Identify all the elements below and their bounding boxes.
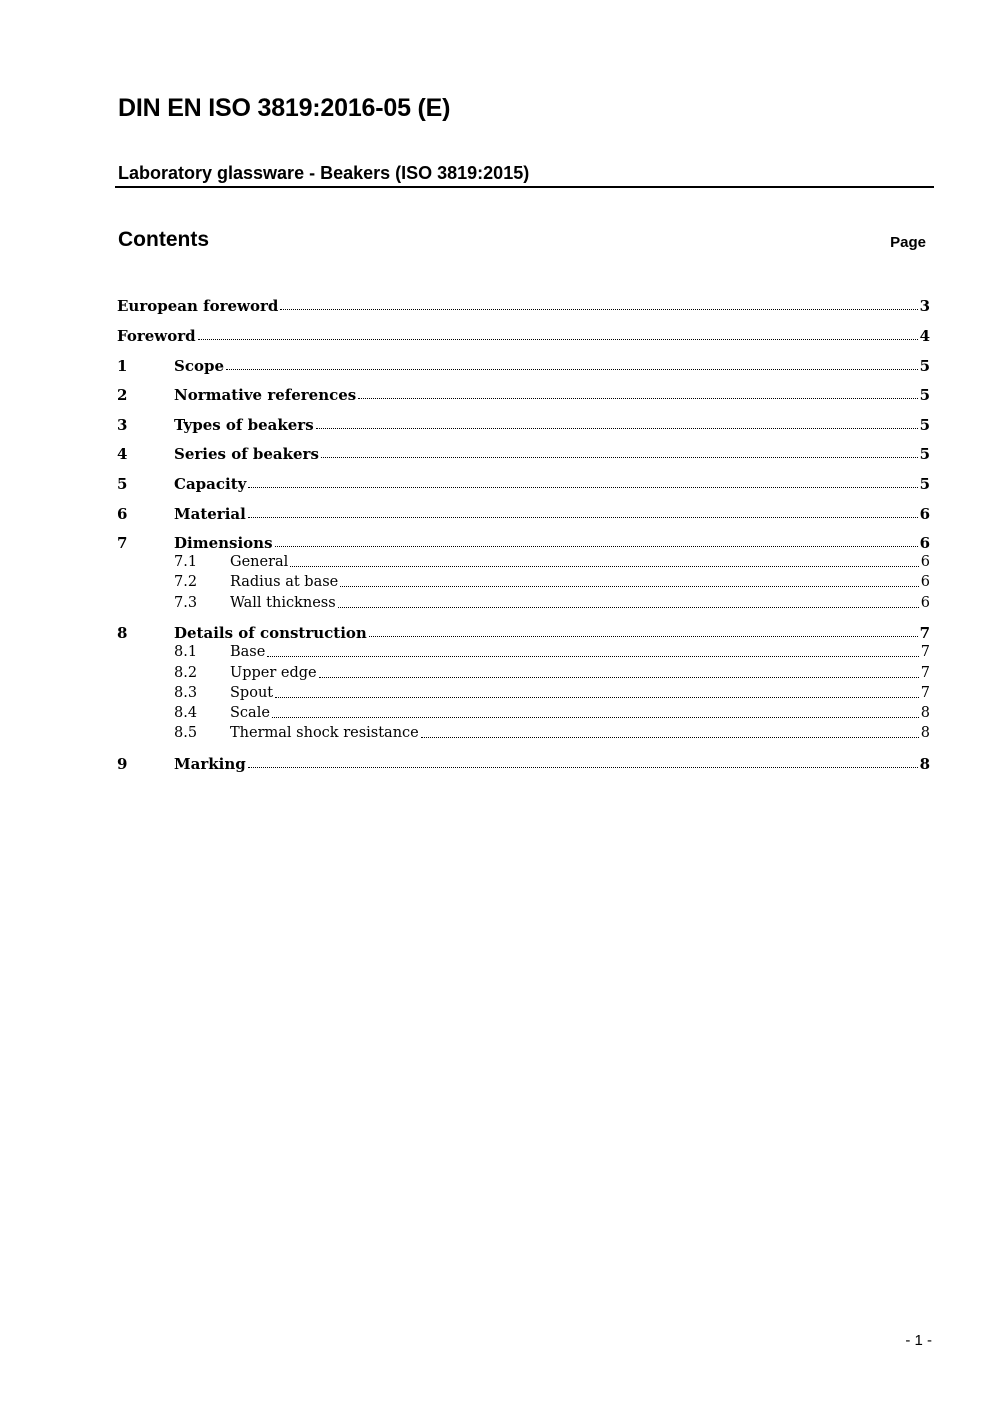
- toc-entry-label: Base: [230, 644, 266, 660]
- toc-dot-leader: [280, 308, 917, 310]
- toc-entry-number: 7.1: [174, 554, 198, 570]
- toc-entry-page: 5: [919, 445, 930, 463]
- toc-dot-leader: [358, 397, 917, 399]
- toc-dot-leader: [275, 696, 919, 698]
- toc-entry-number: 5: [117, 475, 128, 493]
- toc-entry-page: 8: [920, 705, 930, 721]
- toc-entry[interactable]: [117, 725, 930, 747]
- toc-entry[interactable]: [117, 554, 930, 576]
- toc-entry-number: 7: [117, 534, 128, 552]
- toc-dot-leader: [290, 565, 918, 567]
- toc-entry-number: 8: [117, 624, 128, 642]
- toc-entry-page: 6: [920, 554, 930, 570]
- toc-dot-leader: [267, 655, 918, 657]
- toc-entry[interactable]: [117, 705, 930, 727]
- toc-entry-label: Radius at base: [230, 574, 339, 590]
- toc-entry-label: Capacity: [174, 475, 247, 493]
- toc-dot-leader: [198, 338, 918, 340]
- toc-dot-leader: [321, 456, 918, 458]
- toc-dot-leader: [319, 676, 919, 678]
- toc-entry-label: Thermal shock resistance: [230, 725, 419, 741]
- toc-entry[interactable]: [117, 534, 930, 556]
- toc-entry-number: 8.3: [174, 685, 198, 701]
- toc-entry-number: 7.3: [174, 595, 198, 611]
- toc-entry-label: Spout: [230, 685, 274, 701]
- toc-entry-label: Marking: [174, 755, 246, 773]
- toc-dot-leader: [338, 606, 919, 608]
- toc-entry-label: Wall thickness: [230, 595, 336, 611]
- toc-entry-number: 8.2: [174, 665, 198, 681]
- toc-entry-label: Normative references: [174, 386, 357, 404]
- toc-entry[interactable]: [117, 644, 930, 666]
- toc-entry-page: 6: [920, 595, 930, 611]
- toc-entry[interactable]: [117, 665, 930, 687]
- toc-dot-leader: [275, 545, 918, 547]
- document-subtitle: Laboratory glassware - Beakers (ISO 3819:2015): [118, 163, 530, 183]
- toc-entry-label: Types of beakers: [174, 416, 314, 434]
- toc-entry-page: 5: [919, 386, 930, 404]
- toc-dot-leader: [226, 368, 918, 370]
- toc-entry-number: 1: [117, 357, 128, 375]
- toc-entry[interactable]: [117, 327, 930, 349]
- toc-entry[interactable]: [117, 475, 930, 497]
- toc-dot-leader: [369, 635, 918, 637]
- toc-dot-leader: [272, 716, 919, 718]
- toc-entry[interactable]: [117, 574, 930, 596]
- toc-entry-number: 3: [117, 416, 128, 434]
- toc-entry-page: 7: [920, 644, 930, 660]
- toc-entry-number: 7.2: [174, 574, 198, 590]
- toc-entry-page: 6: [919, 534, 930, 552]
- page-footer-number: - 1 -: [905, 1332, 932, 1349]
- toc-entry[interactable]: [117, 505, 930, 527]
- toc-entry-page: 8: [919, 755, 930, 773]
- toc-entry-page: 5: [919, 357, 930, 375]
- toc-entry-number: 8.4: [174, 705, 198, 721]
- toc-entry[interactable]: [117, 595, 930, 617]
- toc-entry-page: 8: [920, 725, 930, 741]
- toc-entry[interactable]: [117, 357, 930, 379]
- toc-dot-leader: [421, 736, 919, 738]
- toc-entry-page: 3: [919, 297, 930, 315]
- toc-dot-leader: [340, 585, 919, 587]
- toc-dot-leader: [316, 427, 918, 429]
- toc-entry-page: 7: [919, 624, 930, 642]
- toc-entry-page: 5: [919, 416, 930, 434]
- toc-entry-number: 6: [117, 505, 128, 523]
- table-of-contents: [117, 0, 930, 800]
- toc-entry-label: European foreword: [117, 297, 279, 315]
- toc-entry[interactable]: [117, 624, 930, 646]
- toc-entry-page: 4: [919, 327, 930, 345]
- toc-entry-number: 2: [117, 386, 128, 404]
- toc-entry[interactable]: [117, 445, 930, 467]
- toc-entry-page: 6: [920, 574, 930, 590]
- contents-heading: Contents: [118, 228, 209, 251]
- toc-entry-label: Upper edge: [230, 665, 317, 681]
- toc-entry[interactable]: [117, 755, 930, 777]
- toc-dot-leader: [248, 486, 917, 488]
- toc-entry-label: Material: [174, 505, 246, 523]
- toc-entry[interactable]: [117, 685, 930, 707]
- toc-entry-number: 8.5: [174, 725, 198, 741]
- toc-entry[interactable]: [117, 297, 930, 319]
- document-title: DIN EN ISO 3819:2016-05 (E): [118, 94, 451, 122]
- toc-entry-page: 7: [920, 665, 930, 681]
- toc-entry-page: 5: [919, 475, 930, 493]
- toc-entry-label: Details of construction: [174, 624, 367, 642]
- toc-entry-label: Series of beakers: [174, 445, 319, 463]
- toc-entry[interactable]: [117, 386, 930, 408]
- toc-entry-label: Dimensions: [174, 534, 273, 552]
- toc-entry-label: Foreword: [117, 327, 196, 345]
- toc-dot-leader: [248, 766, 918, 768]
- toc-entry-label: Scale: [230, 705, 270, 721]
- toc-entry-page: 7: [920, 685, 930, 701]
- toc-entry[interactable]: [117, 416, 930, 438]
- toc-dot-leader: [248, 516, 918, 518]
- toc-entry-label: General: [230, 554, 289, 570]
- toc-entry-label: Scope: [174, 357, 225, 375]
- toc-entry-number: 9: [117, 755, 128, 773]
- toc-entry-number: 8.1: [174, 644, 198, 660]
- page-column-heading: Page: [890, 234, 926, 251]
- toc-entry-number: 4: [117, 445, 128, 463]
- toc-entry-page: 6: [919, 505, 930, 523]
